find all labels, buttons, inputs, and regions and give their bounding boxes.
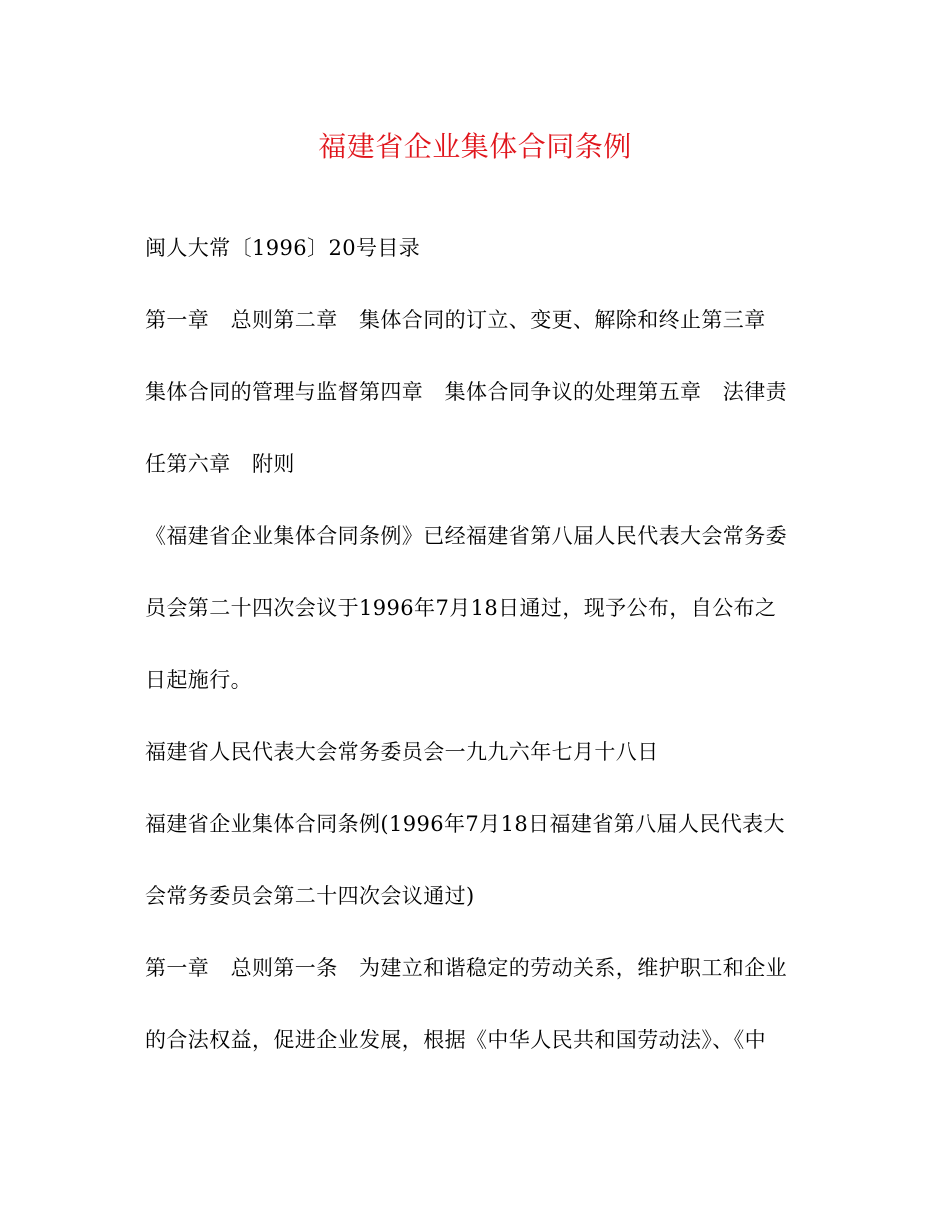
- text-line: 的合法权益，促进企业发展，根据《中华人民共和国劳动法》、《中: [145, 1028, 766, 1052]
- text-line: 集体合同的管理与监督第四章 集体合同争议的处理第五章 法律责: [145, 380, 787, 404]
- text-line: 福建省企业集体合同条例(1996年7月18日福建省第八届人民代表大: [145, 812, 785, 836]
- document-body: [145, 212, 805, 1076]
- text-line: 闽人大常〔1996〕20号目录: [145, 236, 421, 260]
- text-line: 福建省人民代表大会常务委员会一九九六年七月十八日: [145, 740, 659, 764]
- document-title: 福建省企业集体合同条例: [318, 130, 632, 163]
- text-line: 员会第二十四次会议于1996年7月18日通过，现予公布，自公布之: [145, 596, 777, 620]
- text-line: 第一章 总则第一条 为建立和谐稳定的劳动关系，维护职工和企业: [145, 956, 787, 980]
- text-line: 任第六章 附则: [145, 452, 295, 476]
- text-line: 日起施行。: [145, 668, 252, 692]
- text-line: 第一章 总则第二章 集体合同的订立、变更、解除和终止第三章: [145, 308, 766, 332]
- text-line: 《福建省企业集体合同条例》已经福建省第八届人民代表大会常务委: [145, 524, 787, 548]
- text-line: 会常务委员会第二十四次会议通过): [145, 884, 475, 908]
